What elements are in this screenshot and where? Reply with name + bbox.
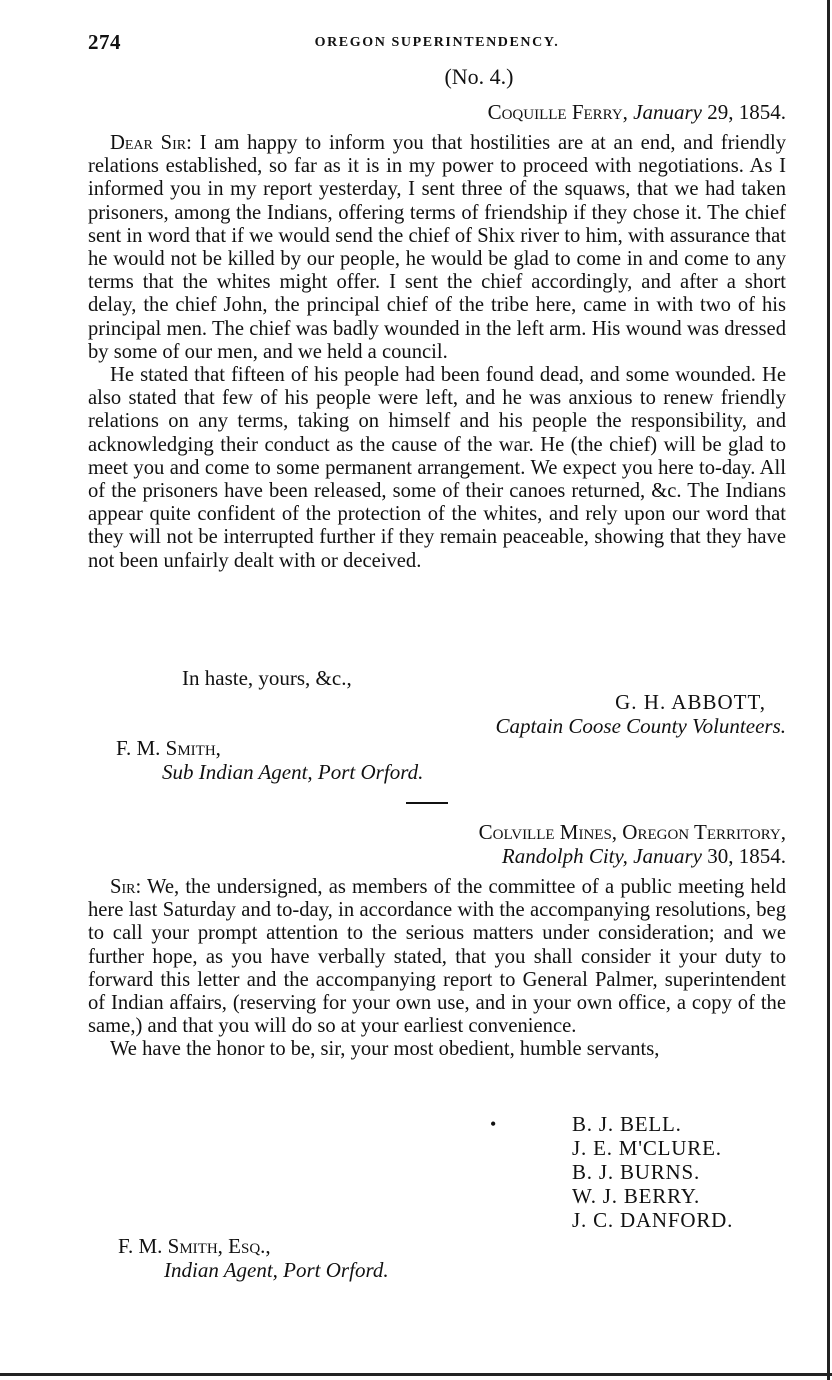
letter2-paragraph: We have the honor to be, sir, your most obedient, humble servants, bbox=[110, 1038, 660, 1061]
page-number: 274 bbox=[88, 30, 121, 54]
letter1-addressee-title: Sub Indian Agent, Port Orford. bbox=[162, 760, 424, 784]
letter2-body bbox=[88, 876, 786, 1062]
letter2-date-rest: 30, 1854. bbox=[707, 844, 786, 868]
letter2-date-city: Randolph City, bbox=[501, 844, 628, 868]
signer-name: J. C. DANFORD. bbox=[572, 1208, 734, 1232]
letter1-signature bbox=[496, 690, 787, 738]
letter1-dateline bbox=[88, 100, 786, 125]
letter2-dateline bbox=[88, 844, 786, 869]
letter2-place-line bbox=[88, 820, 786, 845]
letter1-place: Coquille Ferry, bbox=[487, 100, 628, 124]
letter1-body bbox=[88, 132, 786, 573]
stray-mark: • bbox=[490, 1114, 497, 1134]
letter-number: (No. 4.) bbox=[444, 64, 514, 89]
letter1-signer-name: G. H. ABBOTT, bbox=[615, 690, 766, 714]
letter2-salutation: Sir: bbox=[110, 876, 142, 898]
letter1-para1: I am happy to inform you that hostilities are at an end, and friendly relations established, so far as it is in my power to proceed with negotiations. As I informed you in my report yesterday, I sent three of the squaws, that we had taken prisoners, among the Indians, offering terms of friendship if they chose it. The chief sent in word that if we would send the chief of Shix river to him, with assurance that he would not be killed by our people, he would be glad to come in and come to any terms that the whites might offer. I sent the chief accordingly, and after a short delay, the chief John, the principal chief of the tribe here, came in with two of his principal men. The chief was badly wounded in the left arm. His wound was dressed by some of our men, and we held a council. bbox=[88, 132, 786, 363]
letter2-addressee-title: Indian Agent, Port Orford. bbox=[164, 1258, 389, 1282]
letter1-salutation: Dear Sir: bbox=[110, 132, 192, 154]
letter2-addressee-name: F. M. Smith, Esq., bbox=[118, 1234, 271, 1258]
signer-name: B. J. BURNS. bbox=[572, 1160, 701, 1184]
letter2-addressee bbox=[118, 1234, 816, 1282]
section-divider bbox=[406, 802, 448, 804]
letter1-paragraph bbox=[88, 132, 786, 364]
letter1-signer-title: Captain Coose County Volunteers. bbox=[495, 714, 786, 738]
letter1-date-rest: 29, 1854. bbox=[707, 100, 786, 124]
letter1-addressee bbox=[116, 736, 814, 784]
signer-name: B. J. BELL. bbox=[572, 1112, 682, 1136]
letter1-addressee-name: F. M. Smith, bbox=[116, 736, 221, 760]
page-header bbox=[88, 30, 786, 54]
letter2-para1: We, the undersigned, as members of the committee of a public meeting held here last Saturday and to-day, in accordance with the accompanying resolutions, beg to call your prompt attention to the serious matters under consideration; and we further hope, as you have verbally stated, that you shall consider it your duty to forward this letter and the accompanying report to General Palmer, superintendent of Indian affairs, (reserving for your own use, and in your own office, a copy of the same,) and that you will do so at your earliest convenience. bbox=[88, 876, 786, 1038]
letter2-paragraph bbox=[88, 876, 786, 1038]
letter2-signers bbox=[572, 1112, 733, 1232]
letter2-date-month: January bbox=[633, 844, 702, 868]
letter2-place: Colville Mines, Oregon Territory, bbox=[478, 820, 786, 844]
letter1-date-month: January bbox=[633, 100, 702, 124]
signer-name: J. E. M'CLURE. bbox=[572, 1136, 722, 1160]
signer-name: W. J. BERRY. bbox=[572, 1184, 701, 1208]
letter1-closing: In haste, yours, &c., bbox=[182, 666, 352, 690]
page-bottom-rule bbox=[0, 1373, 832, 1376]
running-head: OREGON SUPERINTENDENCY. bbox=[314, 35, 560, 50]
letter1-paragraph: He stated that fifteen of his people had been found dead, and some wounded. He also stated that few of his people were left, and he was anxious to renew friendly relations on any terms, taking on himself and his people the responsibility, and acknowledging their conduct as the cause of the war. He (the chief) will be glad to meet you and come to some permanent arrangement. We expect you here to-day. All of the prisoners have been released, some of their canoes returned, &c. The Indians appear quite confident of the protection of the whites, and rely upon our word that they will not be interrupted further if they remain peaceable, showing that they have not been unfairly dealt with or deceived. bbox=[88, 364, 786, 572]
